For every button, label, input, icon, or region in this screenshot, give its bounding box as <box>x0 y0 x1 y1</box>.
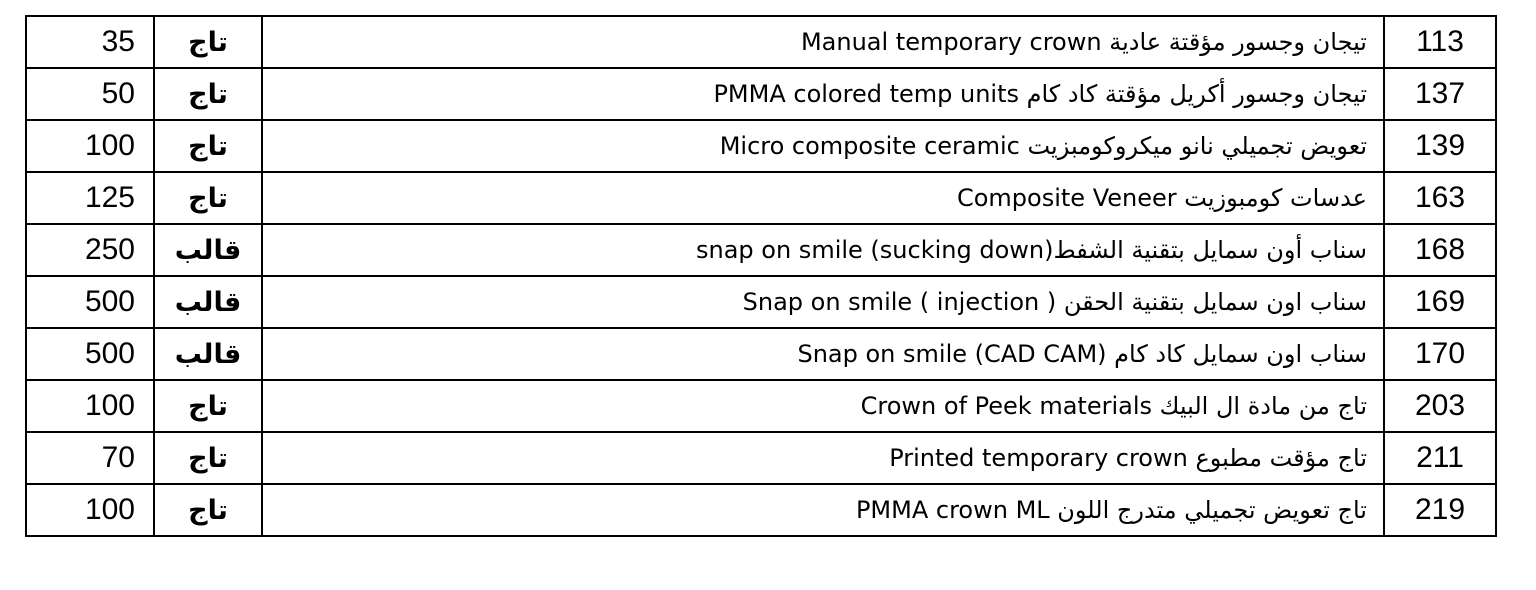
table-row <box>26 224 1496 276</box>
unit-cell: تاج <box>154 68 262 120</box>
code-cell: 203 <box>1384 380 1496 432</box>
table-row <box>26 16 1496 68</box>
code-cell: 163 <box>1384 172 1496 224</box>
description-cell: سناب اون سمايل بتقنية الحقن Snap on smile ( injection ) <box>262 276 1384 328</box>
description-cell: تاج تعويض تجميلي متدرج اللون PMMA crown ML <box>262 484 1384 536</box>
price-cell: 100 <box>26 120 154 172</box>
price-table <box>25 15 1497 537</box>
unit-cell: تاج <box>154 432 262 484</box>
unit-cell: تاج <box>154 120 262 172</box>
description-cell: تعويض تجميلي نانو ميكروكومبزيت Micro composite ceramic <box>262 120 1384 172</box>
price-cell: 70 <box>26 432 154 484</box>
unit-cell: تاج <box>154 380 262 432</box>
code-cell: 113 <box>1384 16 1496 68</box>
description-cell: تاج من مادة ال البيك Crown of Peek materials <box>262 380 1384 432</box>
code-cell: 169 <box>1384 276 1496 328</box>
table-row <box>26 120 1496 172</box>
table-row <box>26 172 1496 224</box>
unit-cell: تاج <box>154 16 262 68</box>
price-cell: 50 <box>26 68 154 120</box>
unit-cell: قالب <box>154 224 262 276</box>
price-cell: 500 <box>26 328 154 380</box>
description-cell: تيجان وجسور مؤقتة عادية Manual temporary crown <box>262 16 1384 68</box>
table-row <box>26 276 1496 328</box>
table-row <box>26 432 1496 484</box>
table-row <box>26 484 1496 536</box>
price-cell: 500 <box>26 276 154 328</box>
table-row <box>26 328 1496 380</box>
price-cell: 100 <box>26 484 154 536</box>
code-cell: 168 <box>1384 224 1496 276</box>
unit-cell: تاج <box>154 172 262 224</box>
unit-cell: تاج <box>154 484 262 536</box>
code-cell: 137 <box>1384 68 1496 120</box>
price-cell: 125 <box>26 172 154 224</box>
table-body <box>26 16 1496 536</box>
unit-cell: قالب <box>154 276 262 328</box>
description-cell: سناب أون سمايل بتقنية الشفط(snap on smile (sucking down <box>262 224 1384 276</box>
code-cell: 139 <box>1384 120 1496 172</box>
code-cell: 211 <box>1384 432 1496 484</box>
description-cell: عدسات كومبوزيت Composite Veneer <box>262 172 1384 224</box>
price-cell: 100 <box>26 380 154 432</box>
price-cell: 250 <box>26 224 154 276</box>
description-cell: تاج مؤقت مطبوع Printed temporary crown <box>262 432 1384 484</box>
description-cell: تيجان وجسور أكريل مؤقتة كاد كام PMMA colored temp units <box>262 68 1384 120</box>
table-row <box>26 380 1496 432</box>
price-cell: 35 <box>26 16 154 68</box>
description-cell: سناب اون سمايل كاد كام (Snap on smile (CAD CAM <box>262 328 1384 380</box>
code-cell: 170 <box>1384 328 1496 380</box>
code-cell: 219 <box>1384 484 1496 536</box>
table-row <box>26 68 1496 120</box>
unit-cell: قالب <box>154 328 262 380</box>
